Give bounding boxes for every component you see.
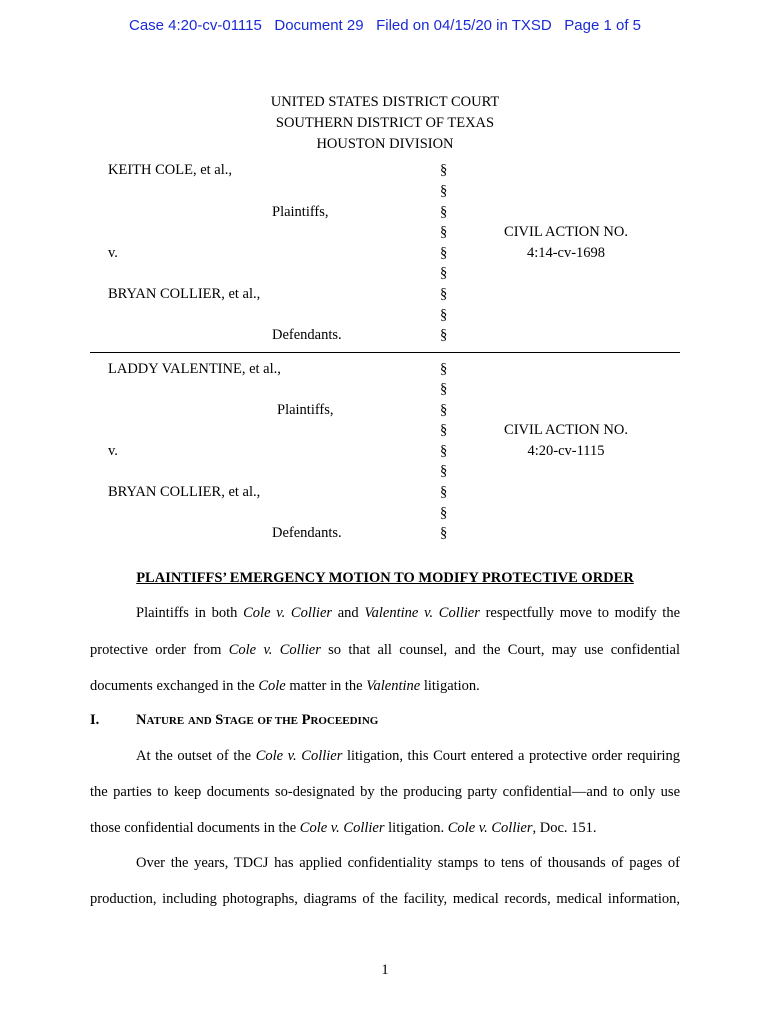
caption2-civil-number: 4:20-cv-1115 bbox=[527, 443, 605, 459]
section-symbol: § bbox=[440, 162, 448, 178]
caption1-civil-label: CIVIL ACTION NO. bbox=[504, 224, 628, 240]
caption2-plaintiff-role: Plaintiffs, bbox=[277, 402, 334, 418]
section-symbol: § bbox=[440, 402, 448, 418]
header-document: Document 29 bbox=[274, 17, 364, 34]
caption2-civil-label: CIVIL ACTION NO. bbox=[504, 422, 628, 438]
section-symbol: § bbox=[440, 484, 448, 500]
court-name: UNITED STATES DISTRICT COURT bbox=[270, 94, 500, 110]
motion-title: PLAINTIFFS’ EMERGENCY MOTION TO MODIFY PROTECTIVE ORDER bbox=[136, 570, 634, 586]
section-symbol: § bbox=[440, 245, 448, 261]
para1-line-3: those confidential documents in the Cole v. Collier litigation. Cole v. Collier, Doc. 151. bbox=[90, 820, 597, 836]
section-symbol: § bbox=[440, 443, 448, 459]
intro-line-3: documents exchanged in the Cole matter in the Valentine litigation. bbox=[90, 678, 480, 694]
caption1-civil-number: 4:14-cv-1698 bbox=[526, 245, 606, 261]
section-symbol: § bbox=[440, 204, 448, 220]
caption1-plaintiff-name: KEITH COLE, et al., bbox=[108, 162, 233, 178]
page-number: 1 bbox=[381, 962, 389, 978]
court-division: HOUSTON DIVISION bbox=[316, 136, 454, 152]
header-case: Case 4:20-cv-01115 bbox=[128, 17, 262, 34]
intro-line-1: Plaintiffs in both Cole v. Collier and Valentine v. Collier respectfully move to modify the bbox=[136, 605, 680, 621]
section-symbol: § bbox=[440, 361, 448, 377]
caption2-defendant-name: BRYAN COLLIER, et al., bbox=[108, 484, 261, 500]
section-heading: NATURE AND STAGE OF THE PROCEEDING bbox=[136, 712, 379, 728]
para1-line-1: At the outset of the Cole v. Collier litigation, this Court entered a protective order requiring bbox=[136, 748, 680, 764]
header-page: Page 1 of 5 bbox=[564, 17, 642, 34]
section-symbol: § bbox=[440, 183, 448, 199]
section-symbol: § bbox=[440, 422, 448, 438]
para2-line-2: production, including photographs, diagrams of the facility, medical records, medical information, bbox=[90, 891, 680, 907]
caption-divider bbox=[90, 352, 680, 353]
section-symbol: § bbox=[440, 307, 448, 323]
caption2-versus: v. bbox=[108, 443, 118, 459]
section-symbol: § bbox=[440, 327, 448, 343]
section-symbol: § bbox=[440, 286, 448, 302]
para2-line-1: Over the years, TDCJ has applied confidentiality stamps to tens of thousands of pages of bbox=[136, 855, 680, 871]
header-filed: Filed on 04/15/20 in TXSD bbox=[376, 17, 552, 34]
caption1-versus: v. bbox=[108, 245, 118, 261]
caption1-plaintiff-role: Plaintiffs, bbox=[272, 204, 329, 220]
section-symbol: § bbox=[440, 463, 448, 479]
section-symbol: § bbox=[440, 505, 448, 521]
caption1-defendant-role: Defendants. bbox=[272, 327, 342, 343]
para1-line-2: the parties to keep documents so-designated by the producing party confidential—and to only use bbox=[90, 784, 680, 800]
section-symbol: § bbox=[440, 265, 448, 281]
section-symbol: § bbox=[440, 224, 448, 240]
caption2-plaintiff-name: LADDY VALENTINE, et al., bbox=[108, 361, 281, 377]
court-district: SOUTHERN DISTRICT OF TEXAS bbox=[275, 115, 495, 131]
section-number: I. bbox=[90, 712, 100, 728]
caption1-defendant-name: BRYAN COLLIER, et al., bbox=[108, 286, 261, 302]
caption2-defendant-role: Defendants. bbox=[272, 525, 342, 541]
ecf-header bbox=[0, 17, 770, 34]
intro-line-2: protective order from Cole v. Collier so that all counsel, and the Court, may use confidential bbox=[90, 642, 680, 658]
section-symbol: § bbox=[440, 381, 448, 397]
section-symbol: § bbox=[440, 525, 448, 541]
